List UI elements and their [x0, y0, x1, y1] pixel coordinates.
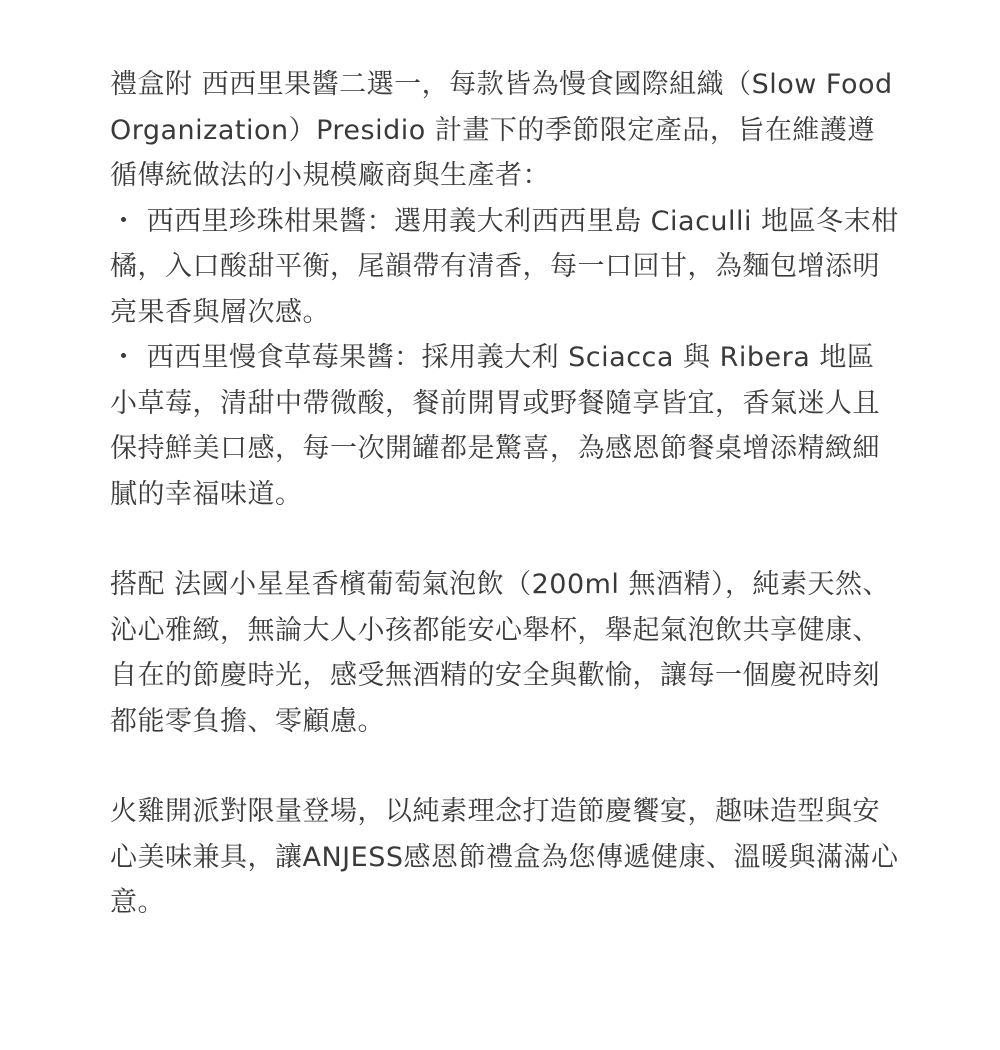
bullet-item-strawberry-jam: ・ 西西里慢食草莓果醬：採用義大利 Sciacca 與 Ribera 地區小草莓，清甜中帶微酸，餐前開胃或野餐隨享皆宜，香氣迷人且保持鮮美口感，每一次開罐都是驚喜，為感恩節餐桌增添精緻細膩的幸福味道。	[110, 342, 880, 510]
intro-paragraph: 禮盒附 西西里果醬二選一，每款皆為慢食國際組織（Slow Food Organization）Presidio 計畫下的季節限定產品，旨在維護遵循傳統做法的小規模廠商與生產者：	[110, 69, 893, 191]
paragraph-spacer	[110, 744, 900, 789]
closing-paragraph: 火雞開派對限量登場，以純素理念打造節慶饗宴，趣味造型與安心美味兼具，讓ANJESS感恩節禮盒為您傳遞健康、溫暖與滿滿心意。	[110, 796, 899, 918]
bullet-item-mandarin-jam: ・ 西西里珍珠柑果醬：選用義大利西西里島 Ciaculli 地區冬末柑橘，入口酸甜平衡，尾韻帶有清香，每一口回甘，為麵包增添明亮果香與層次感。	[110, 205, 899, 328]
pairing-paragraph: 搭配 法國小星星香檳葡萄氣泡飲（200ml 無酒精），純素天然、沁心雅緻，無論大人小孩都能安心舉杯，舉起氣泡飲共享健康、自在的節慶時光，感受無酒精的安全與歡愉，讓每一個慶祝時刻都能零負擔、零顧慮。	[110, 569, 891, 737]
product-description	[110, 62, 900, 926]
bullet-list	[110, 199, 900, 518]
paragraph-spacer	[110, 517, 900, 562]
